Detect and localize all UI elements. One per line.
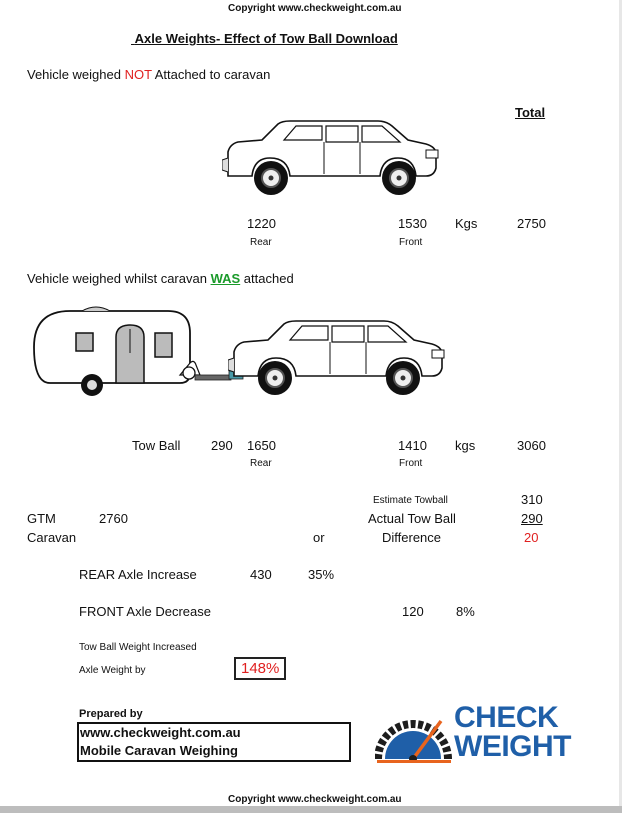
s2-units: kgs bbox=[455, 438, 476, 453]
difference-value: 20 bbox=[524, 530, 539, 545]
s1-units: Kgs bbox=[455, 216, 478, 231]
section2-heading-emph: WAS bbox=[210, 271, 241, 286]
increase-pct-box: 148% bbox=[234, 657, 286, 680]
front-decrease-value: 120 bbox=[402, 604, 424, 619]
s2-rear-label: Rear bbox=[250, 458, 272, 469]
s2-rear-value: 1650 bbox=[247, 438, 276, 453]
section1-heading-emph: NOT bbox=[124, 67, 152, 82]
s1-front-value: 1530 bbox=[398, 216, 427, 231]
towball-value: 290 bbox=[211, 438, 233, 453]
increase-line2: Axle Weight by bbox=[79, 665, 146, 676]
total-header: Total bbox=[515, 105, 546, 120]
page-title bbox=[131, 31, 398, 46]
rear-increase-value: 430 bbox=[250, 567, 272, 582]
section2-heading bbox=[27, 271, 294, 286]
increase-line1: Tow Ball Weight Increased bbox=[79, 642, 197, 653]
towball-label: Tow Ball bbox=[132, 438, 181, 453]
gauge-logo-icon bbox=[375, 709, 453, 765]
estimate-label: Estimate Towball bbox=[373, 495, 448, 506]
header-copyright: Copyright www.checkweight.com.au bbox=[228, 3, 402, 14]
car-image-1 bbox=[222, 118, 442, 198]
actual-value: 290 bbox=[521, 511, 543, 526]
s2-total-value: 3060 bbox=[517, 438, 546, 453]
s2-front-label: Front bbox=[399, 458, 423, 469]
gtm-label: GTM bbox=[27, 511, 56, 526]
section2-heading-pre: Vehicle weighed whilst caravan bbox=[27, 271, 211, 286]
logo-line1: CHECK bbox=[454, 701, 559, 734]
prepared-line2: Mobile Caravan Weighing bbox=[80, 743, 238, 758]
logo-line2: WEIGHT bbox=[454, 730, 571, 763]
actual-label: Actual Tow Ball bbox=[368, 511, 456, 526]
estimate-value: 310 bbox=[521, 492, 543, 507]
caravan-label: Caravan bbox=[27, 530, 77, 545]
section1-heading bbox=[27, 67, 270, 82]
page-bottom-bar bbox=[0, 806, 622, 813]
front-decrease-label: FRONT Axle Decrease bbox=[79, 604, 211, 619]
prepared-line1: www.checkweight.com.au bbox=[80, 725, 241, 740]
car-image-2 bbox=[228, 318, 448, 398]
page-title-text: Axle Weights- Effect of Tow Ball Download bbox=[134, 31, 398, 46]
front-decrease-pct: 8% bbox=[456, 604, 475, 619]
difference-label: Difference bbox=[382, 530, 442, 545]
or-label: or bbox=[313, 530, 325, 545]
section1-heading-pre: Vehicle weighed bbox=[27, 67, 125, 82]
prepared-label: Prepared by bbox=[79, 708, 143, 720]
rear-increase-label: REAR Axle Increase bbox=[79, 567, 197, 582]
s1-rear-label: Rear bbox=[250, 237, 272, 248]
rear-increase-pct: 35% bbox=[308, 567, 335, 582]
s1-front-label: Front bbox=[399, 237, 423, 248]
section1-heading-post: Attached to caravan bbox=[151, 67, 271, 82]
s2-front-value: 1410 bbox=[398, 438, 427, 453]
s1-total-value: 2750 bbox=[517, 216, 546, 231]
s1-rear-value: 1220 bbox=[247, 216, 276, 231]
gtm-value: 2760 bbox=[99, 511, 128, 526]
footer-copyright: Copyright www.checkweight.com.au bbox=[228, 794, 402, 805]
section2-heading-post: attached bbox=[240, 271, 294, 286]
caravan-image bbox=[30, 305, 245, 400]
